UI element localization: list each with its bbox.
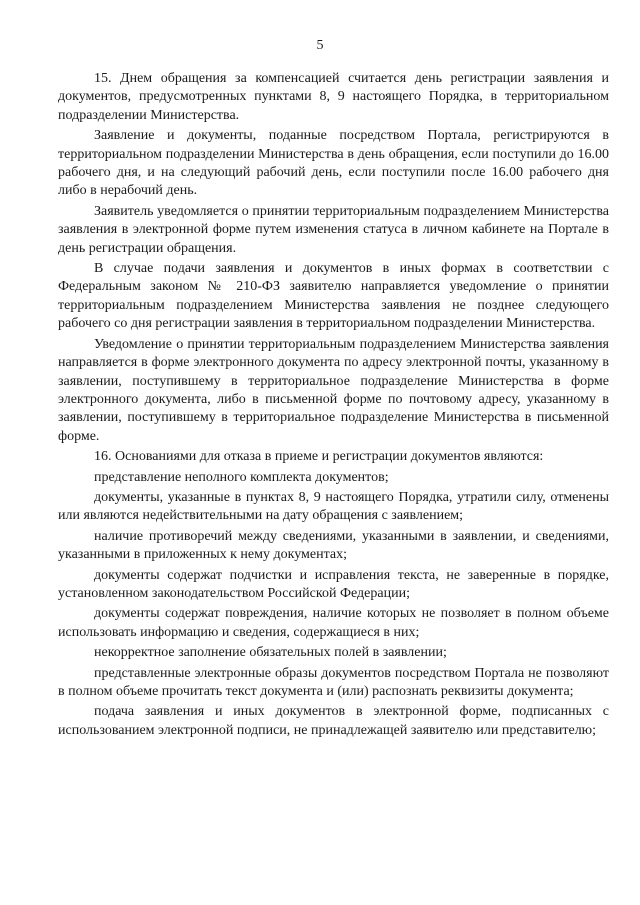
list-item-unreadable-images: представленные электронные образы документов посредством Портала не позволяют в полном объеме прочитать текст документа и (или) распознать реквизиты документа; <box>58 665 609 699</box>
list-item-contradictions: наличие противоречий между сведениями, указанными в заявлении, и сведениями, указанными в приложенных к нему документах; <box>58 528 609 563</box>
list-item-incomplete-set: представление неполного комплекта документов; <box>94 469 389 485</box>
list-item-invalid-documents: документы, указанные в пунктах 8, 9 настоящего Порядка, утратили силу, отменены или являются недействительными на дату обращения с заявлением; <box>58 489 609 524</box>
paragraph-notification-delivery: Уведомление о принятии территориальным подразделением Министерства заявления направляется в форме электронного документа по адресу электронной почты, указанному в заявлении, поступившему в территориальное подразделение Министерства в форме электронного документа, либо в письменной форме по почтовому адресу, указанному в заявлении, поступившему в территориальное подразделение Министерства в письменной форме. <box>58 336 609 444</box>
paragraph-15: 15. Днем обращения за компенсацией считается день регистрации заявления и документов, предусмотренных пунктами 8, 9 настоящего Порядка, в территориальном подразделении Министерства. <box>58 71 609 123</box>
paragraph-16-grounds: 16. Основаниями для отказа в приеме и регистрации документов являются: <box>94 449 544 465</box>
paragraph-other-forms: В случае подачи заявления и документов в иных формах в соответствии с Федеральным законом № 210-ФЗ заявителю направляется уведомление о принятии территориальным подразделением Министерства заявления не позднее следующего рабочего со дня регистрации заявления в территориальном подразделении Министерства. <box>58 261 609 332</box>
list-item-damage: документы содержат повреждения, наличие которых не позволяет в полном объеме использовать информацию и сведения, содержащиеся в них; <box>58 606 609 640</box>
paragraph-registration-portal: Заявление и документы, поданные посредством Портала, регистрируются в территориальном подразделении Министерства в день обращения, если поступили до 16.00 рабочего дня, и на следующий рабочий день, если поступили после 16.00 рабочего дня либо в нерабочий день. <box>58 128 609 199</box>
list-item-foreign-signature: подача заявления и иных документов в электронной форме, подписанных с использованием электронной подписи, не принадлежащей заявителю или представителю; <box>58 704 609 738</box>
page-number: 5 <box>316 38 324 53</box>
list-item-corrections: документы содержат подчистки и исправления текста, не заверенные в порядке, установленном законодательством Российской Федерации; <box>58 567 609 601</box>
paragraph-applicant-notified: Заявитель уведомляется о принятии территориальным подразделением Министерства заявления в электронной форме путем изменения статуса в личном кабинете на Портале в день регистрации обращения. <box>58 203 609 256</box>
document-body <box>58 68 609 740</box>
list-item-incorrect-fields: некорректное заполнение обязательных полей в заявлении; <box>94 645 447 661</box>
